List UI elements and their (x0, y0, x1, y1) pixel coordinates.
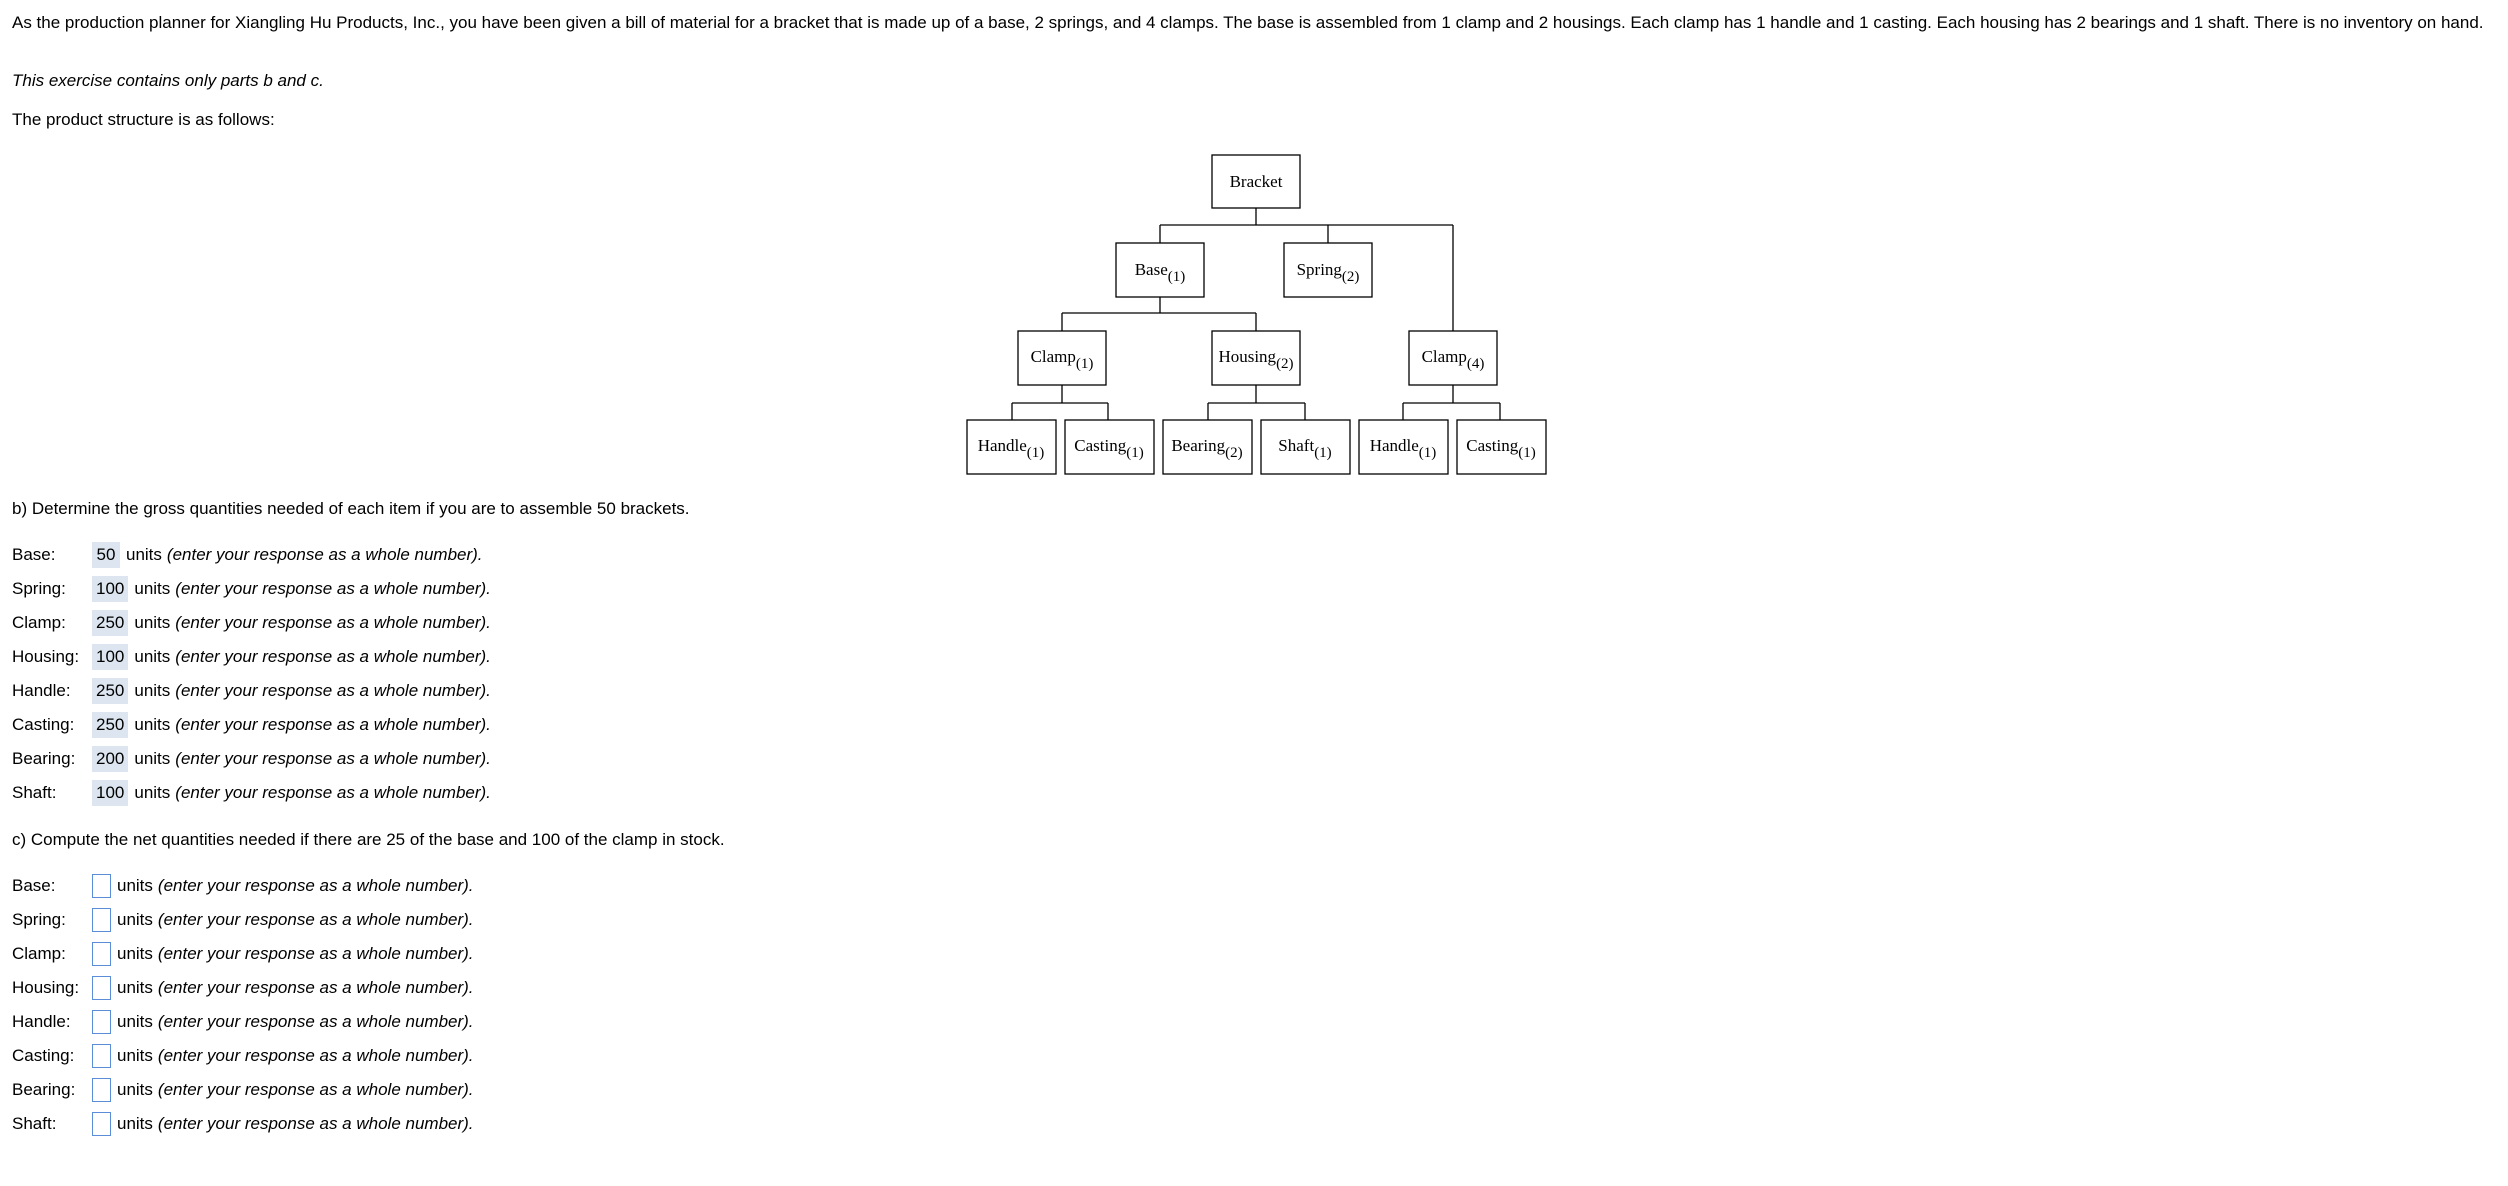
node-handle-b-qty: (1) (1418, 445, 1437, 461)
row-label: Housing: (12, 647, 80, 666)
casting-gross-input[interactable]: 250 (92, 712, 128, 738)
node-casting-a-qty: (1) (1126, 445, 1144, 461)
node-casting-a (1065, 420, 1154, 474)
node-bearing-name: Bearing (1171, 436, 1226, 455)
bearing-gross-input[interactable]: 200 (92, 746, 128, 772)
spring-gross-input[interactable]: 100 (92, 576, 128, 602)
part-c-row-bearing (12, 1076, 474, 1104)
housing-net-input[interactable] (92, 976, 111, 1000)
units-label: units (134, 579, 171, 598)
units-label: units (117, 876, 153, 895)
shaft-net-input[interactable] (92, 1112, 111, 1136)
part-c-row-housing (12, 974, 474, 1002)
node-handle-b-name: Handle (1369, 436, 1419, 455)
base-gross-input[interactable]: 50 (92, 542, 120, 568)
base-net-input[interactable] (92, 874, 111, 898)
units-label: units (117, 1080, 153, 1099)
housing-gross-input[interactable]: 100 (92, 644, 128, 670)
whole-number-hint: (enter your response as a whole number). (157, 1012, 474, 1031)
part-c-row-handle (12, 1008, 474, 1036)
part-b-row-handle (12, 677, 491, 705)
whole-number-hint: (enter your response as a whole number). (175, 579, 491, 598)
node-spring-name: Spring (1296, 260, 1342, 279)
part-b-row-bearing (12, 745, 491, 773)
whole-number-hint: (enter your response as a whole number). (175, 749, 491, 768)
row-label: Housing: (12, 978, 80, 997)
clamp-gross-input[interactable]: 250 (92, 610, 128, 636)
handle-gross-input[interactable]: 250 (92, 678, 128, 704)
whole-number-hint: (enter your response as a whole number). (157, 910, 474, 929)
row-label: Clamp: (12, 613, 66, 632)
units-label: units (134, 681, 171, 700)
units-label: units (117, 1012, 153, 1031)
casting-net-input[interactable] (92, 1044, 111, 1068)
structure-label: The product structure is as follows: (12, 110, 275, 129)
row-label: Clamp: (12, 944, 66, 963)
node-bearing (1163, 420, 1252, 474)
units-label: units (117, 1046, 153, 1065)
node-clamp-1-qty: (1) (1075, 356, 1094, 372)
node-shaft (1261, 420, 1350, 474)
whole-number-hint: (enter your response as a whole number). (175, 613, 491, 632)
node-clamp-1-name: Clamp (1030, 347, 1076, 366)
node-bracket-label: Bracket (1229, 172, 1283, 191)
exercise-note: This exercise contains only parts b and c. (12, 71, 324, 90)
row-label: Casting: (12, 715, 75, 734)
part-b-row-spring (12, 575, 491, 603)
whole-number-hint: (enter your response as a whole number). (175, 715, 491, 734)
node-base-name: Base (1134, 260, 1168, 279)
node-casting-b (1457, 420, 1546, 474)
units-label: units (134, 783, 171, 802)
node-handle-a-qty: (1) (1026, 445, 1045, 461)
node-casting-b-qty: (1) (1518, 445, 1536, 461)
row-label: Handle: (12, 681, 71, 700)
units-label: units (117, 944, 153, 963)
node-casting-b-name: Casting (1466, 436, 1519, 455)
handle-net-input[interactable] (92, 1010, 111, 1034)
whole-number-hint: (enter your response as a whole number). (157, 1114, 474, 1133)
shaft-gross-input[interactable]: 100 (92, 780, 128, 806)
row-label: Spring: (12, 910, 66, 929)
product-structure-tree (0, 0, 2508, 490)
part-b-row-shaft (12, 779, 491, 807)
row-label: Base: (12, 876, 56, 895)
part-c-row-spring (12, 906, 474, 934)
whole-number-hint: (enter your response as a whole number). (166, 545, 483, 564)
part-c-row-shaft (12, 1110, 474, 1138)
node-shaft-name: Shaft (1278, 436, 1315, 455)
part-b-row-housing (12, 643, 491, 671)
row-label: Bearing: (12, 1080, 76, 1099)
tree-edges (1012, 208, 1500, 420)
node-handle-b (1359, 420, 1448, 474)
node-spring (1284, 243, 1372, 297)
whole-number-hint: (enter your response as a whole number). (157, 944, 474, 963)
node-spring-qty: (2) (1341, 269, 1360, 285)
whole-number-hint: (enter your response as a whole number). (157, 876, 474, 895)
whole-number-hint: (enter your response as a whole number). (175, 681, 491, 700)
units-label: units (134, 647, 171, 666)
part-b-question: b) Determine the gross quantities needed of each item if you are to assemble 50 brackets. (12, 499, 690, 518)
whole-number-hint: (enter your response as a whole number). (157, 978, 474, 997)
node-handle-a (967, 420, 1056, 474)
node-housing-name: Housing (1218, 347, 1277, 366)
node-shaft-qty: (1) (1314, 445, 1332, 461)
units-label: units (117, 1114, 153, 1133)
bearing-net-input[interactable] (92, 1078, 111, 1102)
node-bracket (1212, 155, 1300, 208)
part-c-row-casting (12, 1042, 474, 1070)
node-base (1116, 243, 1204, 297)
units-label: units (134, 715, 171, 734)
row-label: Shaft: (12, 1114, 57, 1133)
node-clamp-1 (1018, 331, 1106, 385)
node-handle-a-name: Handle (977, 436, 1027, 455)
node-clamp-4 (1409, 331, 1497, 385)
row-label: Handle: (12, 1012, 71, 1031)
row-label: Base: (12, 545, 56, 564)
part-b-row-casting (12, 711, 491, 739)
whole-number-hint: (enter your response as a whole number). (175, 783, 491, 802)
row-label: Shaft: (12, 783, 57, 802)
units-label: units (134, 613, 171, 632)
node-housing-qty: (2) (1276, 356, 1294, 372)
units-label: units (134, 749, 171, 768)
node-bearing-qty: (2) (1225, 445, 1243, 461)
part-c-row-clamp (12, 940, 474, 968)
units-label: units (117, 910, 153, 929)
node-casting-a-name: Casting (1074, 436, 1127, 455)
problem-statement: As the production planner for Xiangling Hu Products, Inc., you have been given a bill of material for a bracket that is made up of a base, 2 springs, and 4 clamps. The base is assembled from 1 clamp and 2 housings. Each clamp has 1 handle and 1 casting. Each housing has 2 bearings and 1 shaft. There is no inventory on hand. (12, 13, 2484, 32)
node-clamp-4-qty: (4) (1466, 356, 1485, 372)
spring-net-input[interactable] (92, 908, 111, 932)
row-label: Bearing: (12, 749, 76, 768)
whole-number-hint: (enter your response as a whole number). (175, 647, 491, 666)
node-clamp-4-name: Clamp (1421, 347, 1467, 366)
part-b-row-base (12, 541, 483, 569)
units-label: units (126, 545, 162, 564)
clamp-net-input[interactable] (92, 942, 111, 966)
part-c-question: c) Compute the net quantities needed if there are 25 of the base and 100 of the clamp in stock. (12, 830, 725, 849)
row-label: Spring: (12, 579, 66, 598)
whole-number-hint: (enter your response as a whole number). (157, 1080, 474, 1099)
units-label: units (117, 978, 153, 997)
node-housing (1212, 331, 1300, 385)
part-b-row-clamp (12, 609, 491, 637)
node-base-qty: (1) (1167, 269, 1186, 285)
row-label: Casting: (12, 1046, 75, 1065)
whole-number-hint: (enter your response as a whole number). (157, 1046, 474, 1065)
part-c-row-base (12, 872, 474, 900)
